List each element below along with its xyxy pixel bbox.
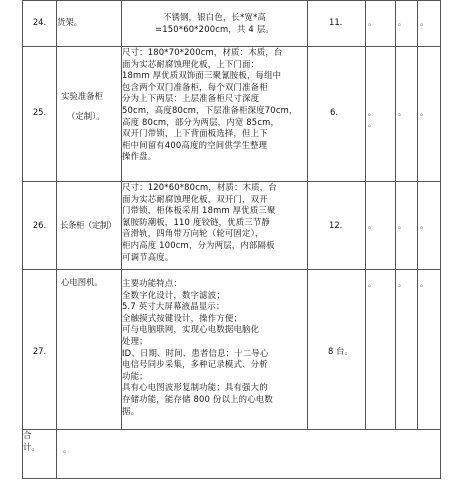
cell-mark: 。 — [398, 279, 406, 288]
empty-cell — [418, 182, 441, 270]
empty-cell — [396, 182, 418, 270]
item-name: 心电图机。 — [61, 277, 103, 287]
spec-line: 存储功能，能存储 800 份以上的心电数 — [122, 393, 273, 404]
spec-line: 分为上下两层：上层准备柜尺寸深度 — [122, 93, 260, 104]
table-row — [23, 182, 441, 270]
spec-line: 主要功能特点： — [122, 278, 183, 288]
spec-line: 操作盘。 — [122, 151, 157, 162]
empty-cell — [396, 270, 418, 430]
item-quantity-cell — [308, 1, 366, 47]
spec-line: 处理； — [122, 335, 148, 346]
cell-mark: 。 — [368, 108, 376, 117]
empty-cell — [418, 47, 441, 182]
item-name: 货架。 — [57, 17, 83, 27]
cell-mark: 。 — [420, 279, 428, 288]
total-row — [23, 430, 441, 479]
spec-line: 包含两个双门准备柜，每个双门准备柜 — [122, 81, 268, 92]
cell-mark: 。 — [420, 108, 428, 117]
cell-mark: 。 — [63, 445, 71, 454]
spec-line: 面为实芯耐腐蚀理化板，双开门，双开 — [122, 193, 268, 204]
spec-line: 全数字化设计，数字滤波； — [122, 289, 225, 300]
item-name: 长条柜（定制） — [60, 220, 116, 230]
empty-cell — [396, 47, 418, 182]
item-number: 24. — [32, 17, 47, 27]
item-quantity-cell — [308, 47, 366, 182]
empty-cell — [418, 270, 441, 430]
spec-line: 50cm，高度80cm，下层准备柜深度70cm， — [122, 104, 298, 115]
item-quantity-cell — [308, 182, 366, 270]
spec-line: 高度 80cm，部分为两层，内宽 85cm， — [122, 116, 280, 127]
item-number: 25. — [32, 107, 47, 117]
item-quantity: 6. — [330, 107, 338, 117]
item-number-cell — [23, 270, 57, 430]
spec-line: 尺寸：120*60*80cm，材质：木质，台 — [122, 182, 277, 192]
empty-cell — [418, 1, 441, 47]
spec-line: =150*60*200cm，共 4 层。 — [155, 23, 274, 34]
table-row — [23, 47, 441, 182]
spec-line: ID、日期、时间、患者信息；十二导心 — [122, 347, 269, 358]
total-label: 计。 — [23, 441, 40, 452]
spec-line: 功能； — [122, 370, 148, 381]
cell-mark: 。 — [398, 108, 406, 117]
item-quantity: 11. — [329, 17, 343, 27]
equipment-spec-table — [22, 0, 441, 479]
item-spec-cell — [122, 182, 308, 270]
item-number: 27. — [32, 346, 47, 356]
cell-mark: 。 — [420, 221, 428, 230]
spec-line: 双开门带锁，上下背面板选择，但上下 — [122, 128, 268, 139]
empty-cell — [366, 270, 396, 430]
cell-mark: 。 — [368, 221, 376, 230]
spec-line: 柜中间留有400高度的空间供学生整理 — [122, 139, 268, 150]
total-label-cell — [23, 430, 57, 479]
spec-line: 柜内高度 100cm，分为两层，内部隔板 — [122, 239, 275, 250]
spec-line: 可与电脑联网，实现心电数据电脑化 — [122, 324, 260, 335]
cell-mark: 。 — [368, 119, 376, 128]
table-row — [23, 270, 441, 430]
spec-line: 门带锁，柜体板采用 18mm 厚优质三聚 — [122, 205, 276, 216]
empty-cell — [366, 1, 396, 47]
item-quantity: 8 台。 — [328, 346, 353, 356]
cell-mark: 。 — [368, 279, 376, 288]
spec-line: 电信号同步采集，多种记录模式、分析 — [122, 359, 268, 370]
item-name-cell — [57, 1, 122, 47]
cell-mark: 。 — [368, 18, 376, 27]
spec-line: 5.7 英寸大屏幕液晶显示； — [122, 301, 225, 312]
table-row — [23, 1, 441, 47]
spec-line: 音滑轨，四角带万向轮（轮可固定）， — [122, 228, 264, 239]
empty-cell — [366, 47, 396, 182]
cell-mark: 。 — [398, 221, 406, 230]
spec-line: 尺寸：180*70*200cm，材质：木质，台 — [122, 47, 283, 57]
item-name-cell — [57, 270, 122, 430]
item-name-cell — [57, 47, 122, 182]
total-label: 合 — [23, 430, 32, 440]
item-number-cell — [23, 182, 57, 270]
spec-line: 可调节高度。 — [122, 251, 174, 262]
total-value-cell — [57, 430, 441, 479]
spec-line: 18mm 厚优质双饰面三聚氰胺板，每组中 — [122, 70, 282, 81]
item-spec-cell — [122, 1, 308, 47]
item-name: 实验准备柜 — [61, 91, 103, 101]
item-quantity: 12. — [329, 220, 343, 230]
cell-mark: 。 — [398, 18, 406, 27]
item-number-cell — [23, 47, 57, 182]
item-quantity-cell — [308, 270, 366, 430]
item-number: 26. — [32, 220, 47, 230]
item-name: （定制）。 — [67, 110, 105, 121]
spec-line: 不锈钢，银白色，长*宽*高 — [162, 12, 267, 22]
spec-line: 氰胺防潮板，110 度铰链，优质三节静 — [122, 216, 271, 227]
spec-line: 具有心电图波形复制功能；具有强大的 — [122, 382, 268, 393]
item-number-cell — [23, 1, 57, 47]
empty-cell — [396, 1, 418, 47]
spec-line: 据。 — [122, 405, 140, 416]
item-spec-cell — [122, 47, 308, 182]
spec-line: 面为实芯耐腐蚀理化板，上下门面： — [122, 58, 260, 69]
spec-line: 全触摸式按键设计，操作方便； — [122, 312, 243, 323]
item-spec-cell — [122, 270, 308, 430]
empty-cell — [366, 182, 396, 270]
item-name-cell — [57, 182, 122, 270]
cell-mark: 。 — [420, 18, 428, 27]
